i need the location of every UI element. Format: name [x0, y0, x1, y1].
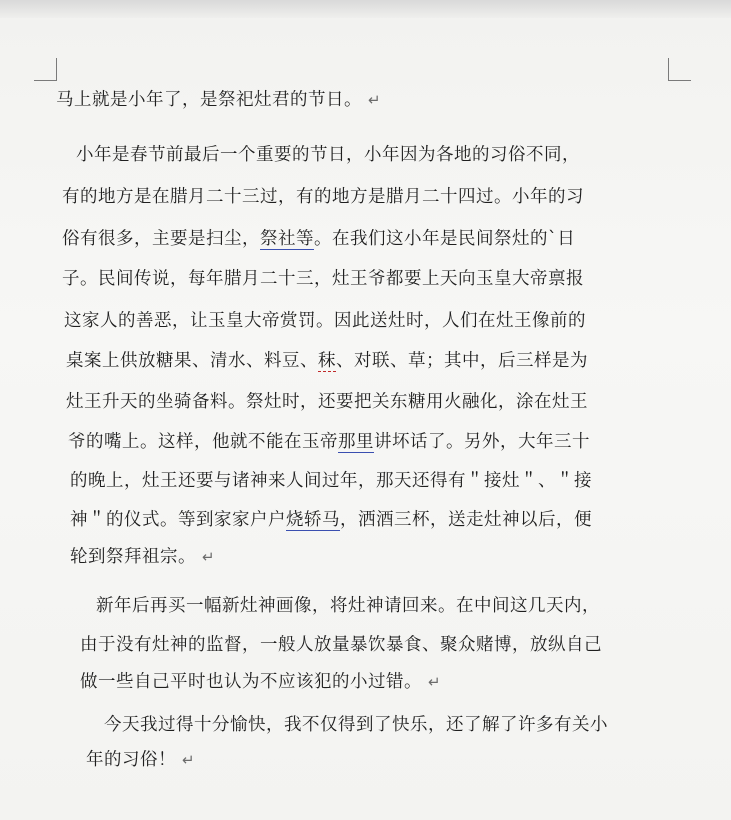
text-line — [104, 713, 608, 737]
text-line — [70, 545, 215, 569]
text-run: 这家人的善恶，让玉皇大帝赏罚。因此送灶时，人们在灶王像前的 — [64, 311, 586, 331]
text-line — [62, 267, 584, 291]
grammar-underlined-text[interactable]: 那里 — [338, 432, 374, 452]
text-line — [66, 390, 588, 414]
text-run: 小年是春节前最后一个重要的节日，小年因为各地的习俗不同， — [76, 145, 580, 165]
text-run: 桌案上供放糖果、清水、料豆、 — [66, 351, 318, 371]
text-line — [96, 594, 600, 618]
text-run: 讲坏话了。另外，大年三十 — [374, 432, 590, 452]
text-run: 由于没有灶神的监督，一般人放量暴饮暴食、聚众赌博，放纵自己 — [80, 635, 602, 655]
text-run: 今天我过得十分愉快，我不仅得到了快乐，还了解了许多有关小 — [104, 715, 608, 735]
text-line — [56, 88, 381, 112]
spelling-underlined-text[interactable]: 秣 — [318, 351, 336, 371]
paragraph-mark-icon: ↵ — [368, 91, 382, 109]
text-run: 马上就是小年了，是祭祀灶君的节日。 — [56, 90, 362, 110]
margin-corner-top-left — [34, 58, 57, 81]
text-run: 神＂的仪式。等到家家户户 — [70, 510, 286, 530]
page-top-edge — [0, 0, 731, 18]
text-run: 有的地方是在腊月二十三过，有的地方是腊月二十四过。小年的习 — [62, 187, 584, 207]
paragraph-mark-icon: ↵ — [428, 673, 442, 691]
text-run: 年的习俗！ — [86, 750, 176, 770]
text-line — [66, 349, 588, 373]
text-line — [62, 185, 584, 209]
text-run: 子。民间传说，每年腊月二十三，灶王爷都要上天向玉皇大帝禀报 — [62, 269, 584, 289]
text-run: 新年后再买一幅新灶神画像，将灶神请回来。在中间这几天内， — [96, 596, 600, 616]
paragraph-mark-icon: ↵ — [202, 548, 216, 566]
text-run: 、对联、草；其中，后三样是为 — [336, 351, 588, 371]
text-line — [70, 508, 592, 532]
text-run: 灶王升天的坐骑备料。祭灶时，还要把关东糖用火融化，涂在灶王 — [66, 392, 588, 412]
text-line — [62, 227, 575, 251]
text-line — [64, 309, 586, 333]
grammar-underlined-text[interactable]: 祭社等 — [260, 229, 314, 249]
text-run: 俗有很多，主要是扫尘， — [62, 229, 260, 249]
text-run: 爷的嘴上。这样，他就不能在玉帝 — [68, 432, 338, 452]
text-run: 轮到祭拜祖宗。 — [70, 547, 196, 567]
margin-corner-top-right — [668, 58, 691, 81]
text-line — [76, 143, 580, 167]
text-line — [68, 430, 590, 454]
text-line — [80, 670, 441, 694]
text-line — [86, 748, 195, 772]
paragraph-mark-icon: ↵ — [182, 751, 196, 769]
text-run: 的晚上，灶王还要与诸神来人间过年，那天还得有＂接灶＂、＂接 — [70, 471, 592, 491]
text-run: 做一些自己平时也认为不应该犯的小过错。 — [80, 672, 422, 692]
text-run: ，洒酒三杯，送走灶神以后，便 — [340, 510, 592, 530]
grammar-underlined-text[interactable]: 烧轿马 — [286, 510, 340, 530]
text-run: 。在我们这小年是民间祭灶的`日 — [314, 229, 576, 249]
text-line — [80, 633, 602, 657]
text-line — [70, 469, 592, 493]
